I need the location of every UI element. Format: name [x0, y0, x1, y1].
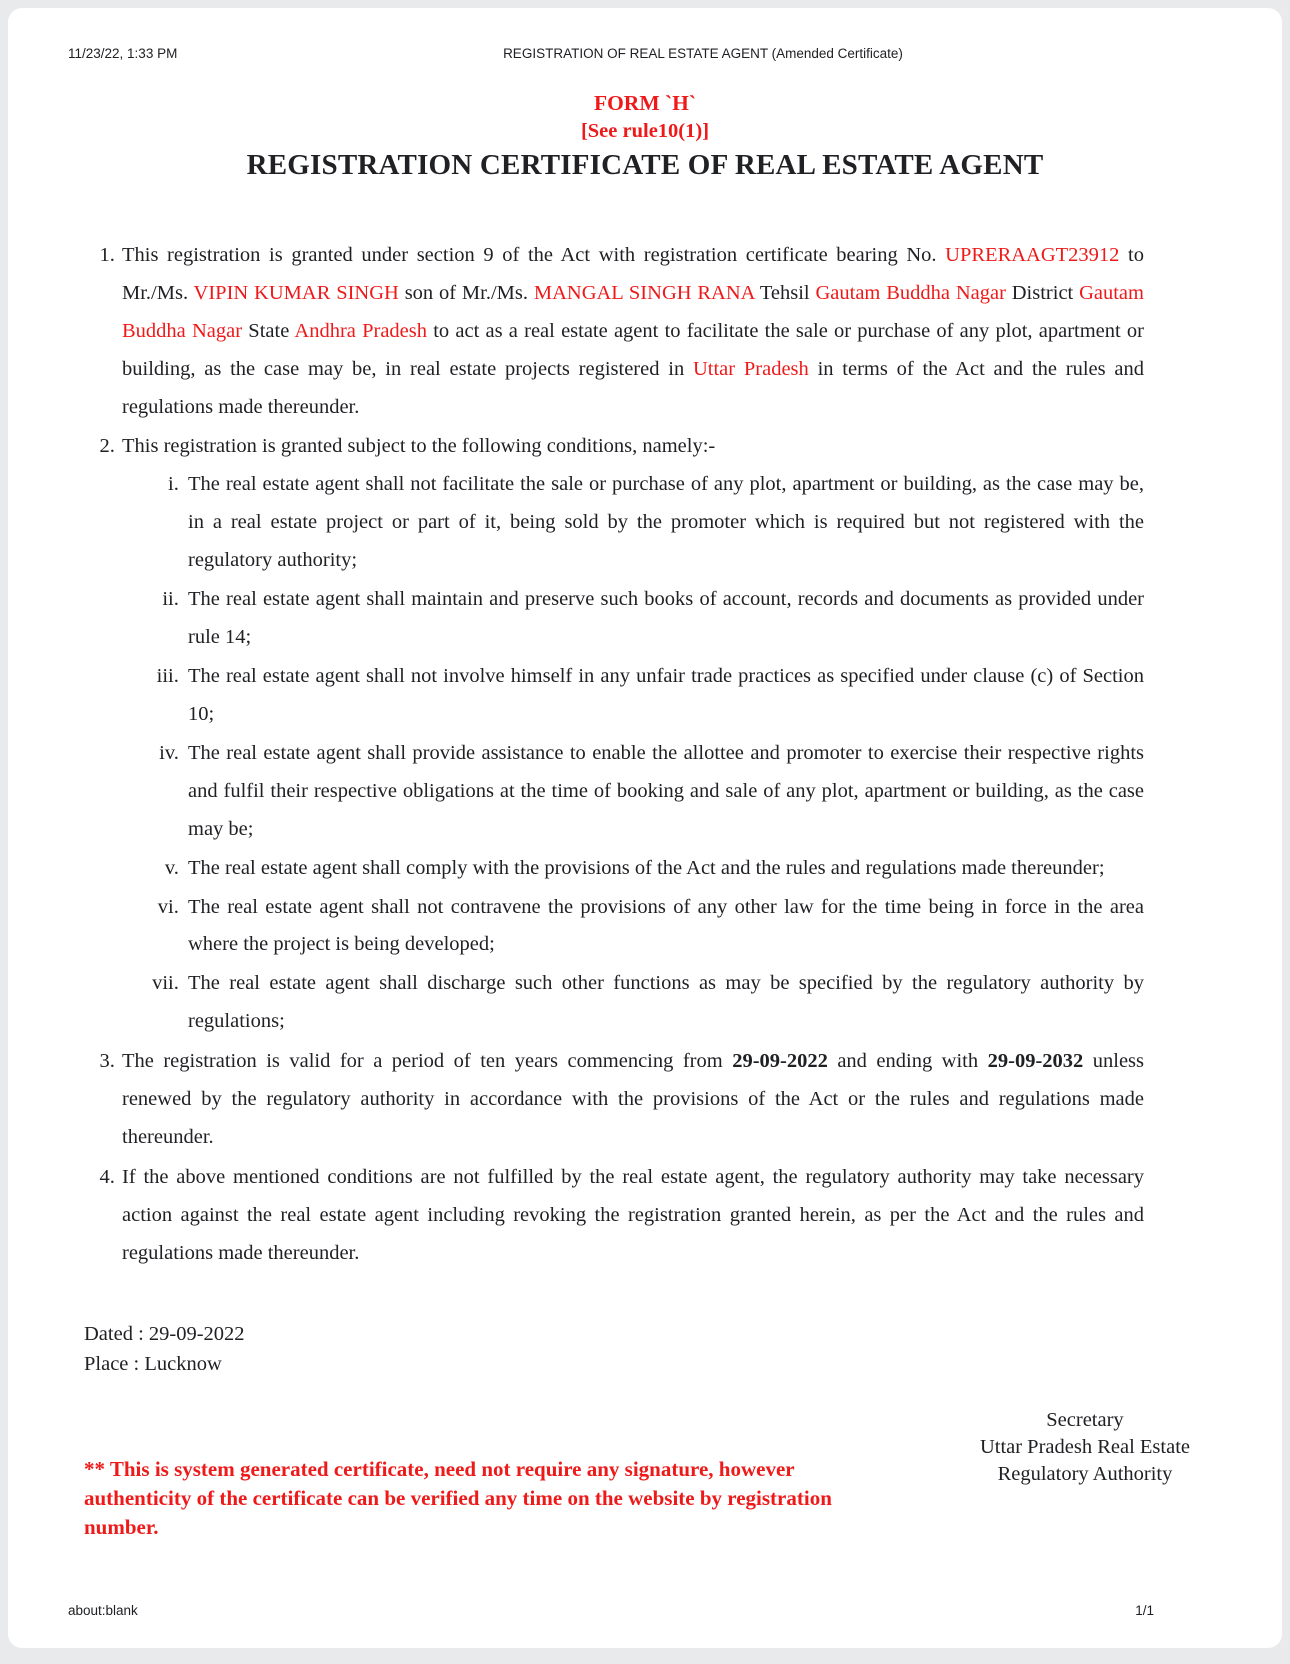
print-datetime: 11/23/22, 1:33 PM [68, 46, 178, 61]
clause-registration-grant [120, 237, 1144, 427]
dated-place-block [84, 1319, 1222, 1380]
system-generated-disclaimer: ** This is system generated certificate, need not require any signature, however authenticity of the certificate can be verified any time on the website by registration number. [84, 1457, 832, 1540]
signatory-title: Secretary [1046, 1409, 1124, 1432]
condition-item: vi. The real estate agent shall not contravene the provisions of any other law for the time being in force in the area where the project is being developed; [184, 889, 1144, 965]
form-title: FORM `H` [593, 91, 697, 115]
condition-item: iv. The real estate agent shall provide assistance to enable the allottee and promoter to exercise their respective rights and fulfil their respective obligations at the time of booking and sale of any plot, apartment or building, as the case may be; [184, 735, 1144, 849]
bottom-row [68, 1407, 1222, 1542]
signature-block [980, 1407, 1190, 1488]
footer-page-number: 1/1 [1135, 1603, 1154, 1618]
clause-conditions [120, 428, 1144, 1041]
authority-name-line1: Uttar Pradesh Real Estate [979, 1436, 1190, 1459]
clause-validity [120, 1043, 1144, 1157]
condition-item: i. The real estate agent shall not facilitate the sale or purchase of any plot, apartment or building, as the case may be, in a real estate project or part of it, being sold by the promoter which is required but not registered with the regulatory authority; [184, 466, 1144, 580]
print-footer [68, 1603, 1222, 1632]
certificate-body [84, 237, 1144, 1275]
authority-name-line2: Regulatory Authority [997, 1463, 1173, 1486]
clause-2-intro: This registration is granted subject to the following conditions, namely:- [122, 435, 716, 458]
clause-3-text: The registration is valid for a period of ten years commencing from 29-09-2022 and ending with 29-09-2032 unless renewed by the regulatory authority in accordance with the provisions of the Act or the rules and regulations made thereunder. [122, 1050, 1145, 1149]
dated-line: Dated : 29-09-2022 [84, 1322, 245, 1345]
condition-item: v. The real estate agent shall comply with the provisions of the Act and the rules and regulations made thereunder; [184, 850, 1144, 888]
clause-4-text: If the above mentioned conditions are not fulfilled by the real estate agent, the regulatory authority may take necessary action against the real estate agent including revoking the registration granted herein, as per the Act and the rules and regulations made thereunder. [122, 1165, 1144, 1264]
clause-revocation [120, 1159, 1144, 1273]
footer-url: about:blank [68, 1603, 138, 1618]
conditions-list [122, 466, 1144, 1041]
condition-item: vii. The real estate agent shall discharge such other functions as may be specified by the regulatory authority by regulations; [184, 965, 1144, 1041]
heading-block [68, 90, 1222, 183]
print-doc-title: REGISTRATION OF REAL ESTATE AGENT (Amended Certificate) [503, 46, 903, 61]
print-header [68, 46, 1222, 64]
main-clause-list [84, 237, 1144, 1273]
condition-item: ii. The real estate agent shall maintain and preserve such books of account, records and documents as provided under rule 14; [184, 581, 1144, 657]
place-line: Place : Lucknow [84, 1353, 222, 1376]
rule-reference: [See rule10(1)] [580, 119, 710, 142]
document-page [8, 8, 1282, 1648]
certificate-title: REGISTRATION CERTIFICATE OF REAL ESTATE AGENT [246, 148, 1044, 181]
clause-1-text: This registration is granted under section 9 of the Act with registration certificate bearing No. UPRERAAGT23912 to Mr./Ms. VIPIN KUMAR SINGH son of Mr./Ms. MANGAL SINGH RANA Tehsil Gautam Buddha Nagar District Gautam Buddha Nagar State Andhra Pradesh to act as a real estate agent to facilitate the sale or purchase of any plot, apartment or building, as the case may be, in real estate projects registered in Uttar Pradesh in terms of the Act and the rules and regulations made thereunder. [122, 243, 1144, 418]
condition-item: iii. The real estate agent shall not involve himself in any unfair trade practices as specified under clause (c) of Section 10; [184, 658, 1144, 734]
